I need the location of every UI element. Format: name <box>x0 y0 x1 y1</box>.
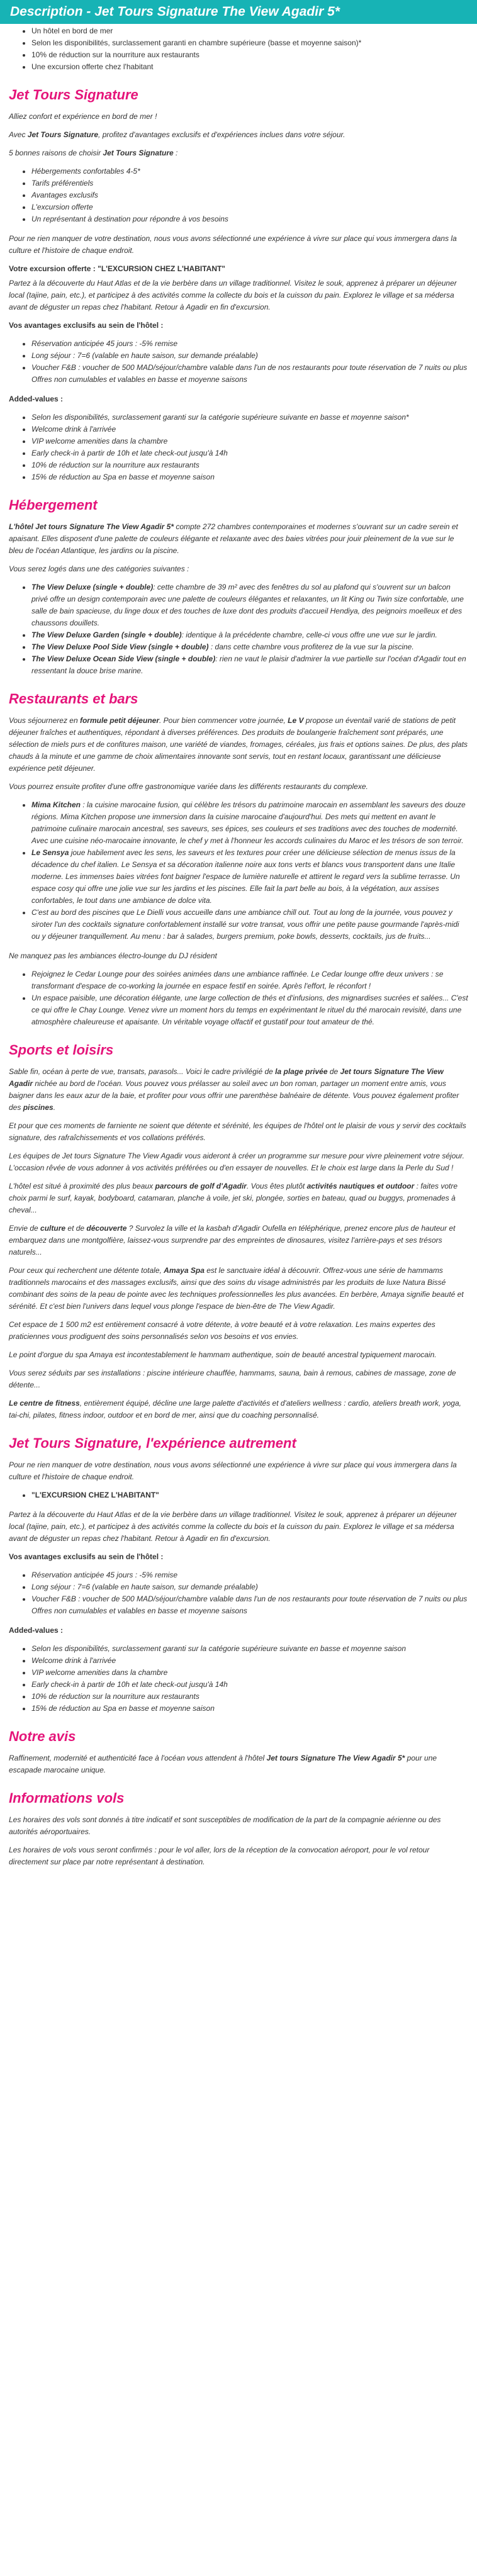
paragraph: L'hôtel est situé à proximité des plus beaux parcours de golf d'Agadir. Vous êtes plutôt activités nautiques et outdoor : faites votre choix parmi le surf, kayak, bodyboard, catamaran, planche à voile, jet ski, plongée, sorties en bateau, quad ou buggys, promenades à cheval... <box>9 1182 458 1214</box>
paragraph: Pour ne rien manquer de votre destination, nous vous avons sélectionné une expérience à vivre sur place qui vous immergera dans la culture et l'histoire de chaque endroit. <box>9 234 457 255</box>
list-item: • VIP welcome amenities dans la chambre <box>31 1667 468 1679</box>
paragraph: Pour ceux qui recherchent une détente totale, Amaya Spa est le sanctuaire idéal à découvrir. Offrez-vous une série de hammams traditionnels marocains et des massages exclusifs, ainsi que des soins du visage administrés par les produits de luxe Natura Bissé combinant des soins de la peau de pointe avec les techniques professionnelles les plus avancées. En berbère, Amaya signifie beauté et sérénité. Et c'est bien l'univers dans lequel vous plonge l'espace de bien-être de The View Agadir. <box>9 1266 464 1311</box>
list-item: • Avantages exclusifs <box>31 189 468 201</box>
list-item: • C'est au bord des piscines que Le Dielli vous accueille dans une ambiance chill out. Tout au long de la journée, vous pouvez y siroter l'un des cocktails signature confortablement installé sur votre transat, vous offrir une petite pause gourmande l'après-midi ou y déjeuner tranquillement. Au menu : bar à salades, burgers premium, poke bowls, desserts, cocktails, jus de fruits... <box>31 907 468 943</box>
list-item: • Selon les disponibilités, surclassement garanti en chambre supérieure (basse et moyenne saison)* <box>31 37 468 49</box>
list-item: • L'excursion offerte <box>31 201 468 213</box>
list-item: • 15% de réduction au Spa en basse et moyenne saison <box>31 1703 468 1715</box>
excursion-list <box>9 1489 468 1501</box>
list-item: • Une excursion offerte chez l'habitant <box>31 61 468 73</box>
list-item: Offres non cumulables et valables en basse et moyenne saisons <box>31 375 247 384</box>
list-item: • 10% de réduction sur la nourriture aux restaurants <box>31 459 468 471</box>
paragraph: Les équipes de Jet tours Signature The View Agadir vous aideront à créer un programme sur mesure pour vivre pleinement votre séjour. L'occasion rêvée de vous adonner à vos activités préférées ou d'en essayer de nouvelles. Et le choix est large dans la Perle du Sud ! <box>9 1151 464 1172</box>
list-item: • Un hôtel en bord de mer <box>31 25 468 37</box>
paragraph: Partez à la découverte du Haut Atlas et de la vie berbère dans un village traditionnel. Visitez le souk, apprenez à préparer un déjeuner local (tajine, pain, etc.), et participez à des activités comme la collecte du bois et la cuisson du pain. Explorez le village et sa médersa avant de déguster un repas chez l'habitant. Retour à Agadir en fin d'excursion. <box>9 1510 457 1543</box>
list-item: • The View Deluxe Ocean Side View (single + double): rien ne vaut le plaisir d'admirer la vue partielle sur l'océan d'Agadir tout en ressentant la douce brise marine. <box>31 653 468 677</box>
list-item: • Réservation anticipée 45 jours : -5% remise <box>31 338 468 350</box>
added-list <box>9 412 468 483</box>
section-heading-restaurants: Restaurants et bars <box>9 691 138 707</box>
paragraph: Ne manquez pas les ambiances électro-lounge du DJ résident <box>9 951 217 960</box>
list-item: • Tarifs préférentiels <box>31 177 468 189</box>
list-item: • Early check-in à partir de 10h et late check-out jusqu'à 14h <box>31 1679 468 1691</box>
list-item: • Voucher F&B : voucher de 500 MAD/séjour/chambre valable dans l'un de nos restaurants pour toute réservation de 7 nuits ou plus <box>31 362 468 374</box>
list-item: • The View Deluxe Pool Side View (single + double) : dans cette chambre vous profiterez de la vue sur la piscine. <box>31 641 468 653</box>
list-item: • "L'EXCURSION CHEZ L'HABITANT" <box>31 1489 468 1501</box>
paragraph: Raffinement, modernité et authenticité face à l'océan vous attendent à l'hôtel Jet tours Signature The View Agadir 5* pour une escapade marocaine unique. <box>9 1754 437 1774</box>
paragraph: Et pour que ces moments de farniente ne soient que détente et sérénité, les équipes de l'hôtel ont le plaisir de vous y servir des cocktails signature, des rafraîchissements et vos collations préférés. <box>9 1121 466 1142</box>
paragraph: Partez à la découverte du Haut Atlas et de la vie berbère dans un village traditionnel. Visitez le souk, apprenez à préparer un déjeuner local (tajine, pain, etc.), et participez à des activités comme la collecte du bois et la cuisson du pain. Explorez le village et sa médersa avant de déguster un repas chez l'habitant. Retour à Agadir en fin d'excursion. <box>9 279 457 311</box>
list-item: • The View Deluxe Garden (single + double): identique à la précédente chambre, celle-ci vous offre une vue sur le jardin. <box>31 629 468 641</box>
list-item: • Le Sensya joue habilement avec les sens, les saveurs et les textures pour créer une délicieuse sélection de menus issus de la décadence du chef italien. Le Sensya et sa décoration italienne noire aux tons verts et blancs vous transportent dans une Italie moderne. Les immenses baies vitrées font baigner l'espace de lumière naturelle et attirent le regard vers la sublime terrasse. Un espace cosy qui offre une jolie vue sur les jardins et les piscines. Elle fait la part belle au bois, à la végétation, aux assises confortables, le tout dans une ambiance de dolce vita. <box>31 847 468 907</box>
list-item: • Early check-in à partir de 10h et late check-out jusqu'à 14h <box>31 447 468 459</box>
list-item: • 15% de réduction au Spa en basse et moyenne saison <box>31 471 468 483</box>
list-item: • Mima Kitchen : la cuisine marocaine fusion, qui célèbre les trésors du patrimoine marocain en assemblant les saveurs des douze régions. Mima Kitchen propose une immersion dans la cuisine marocaine d'aujourd'hui. Des mets qui mettent en avant le patrimoine culinaire marocain ancestral, ses saveurs, ses épices, ses couleurs et ses traditions avec des touches de modernité. Avec une cuisine néo-marocaine innovante, le chef y met à l'honneur les accords culinaires du Maroc et les trésors de son terroir. <box>31 799 468 847</box>
paragraph: Les horaires des vols sont donnés à titre indicatif et sont susceptibles de modification de la part de la compagnie aérienne ou des autorités aéroportuaires. <box>9 1815 441 1836</box>
list-item: • The View Deluxe (single + double): cette chambre de 39 m² avec des fenêtres du sol au plafond qui s'ouvrent sur un balcon privé offre un design contemporain avec une palette de couleurs élégantes et relaxantes, un lit King ou Twin size confortable, une salle de bain spacieuse, du linge doux et des touches de luxe dont des produits d'accueil Hendiya, des peignoirs moelleux et des chaussons douillets. <box>31 581 468 629</box>
paragraph: Sable fin, océan à perte de vue, transats, parasols... Voici le cadre privilégié de la plage privée de Jet tours Signature The View Agadir nichée au bord de l'océan. Vous pouvez vous prélasser au soleil avec un bon roman, partager un moment entre amis, vous baigner dans les eaux azur de la baie, et profiter pour vous offrir une parenthèse balnéaire de détente. Vous pouvez également profiter des piscines. <box>9 1067 459 1112</box>
rooms-list <box>9 581 468 677</box>
paragraph: Le centre de fitness, entièrement équipé, décline une large palette d'activités et d'ateliers wellness : cardio, ateliers breath work, yoga, tai-chi, pilates, fitness indoor, outdoor et en bord de mer, ainsi que du coaching personnalisé. <box>9 1399 461 1420</box>
list-item: • 10% de réduction sur la nourriture aux restaurants <box>31 49 468 61</box>
list-item: • Selon les disponibilités, surclassement garanti sur la catégorie supérieure suivante en basse et moyenne saison* <box>31 412 468 423</box>
section-heading-hebergement: Hébergement <box>9 497 98 513</box>
section-heading-signature: Jet Tours Signature <box>9 87 138 103</box>
list-item: • Welcome drink à l'arrivée <box>31 1655 468 1667</box>
list-item: • Long séjour : 7=6 (valable en haute saison, sur demande préalable) <box>31 1581 468 1593</box>
section-heading-sports: Sports et loisirs <box>9 1042 114 1058</box>
paragraph: Pour ne rien manquer de votre destination, nous vous avons sélectionné une expérience à vivre sur place qui vous immergera dans la culture et l'histoire de chaque endroit. <box>9 1460 457 1481</box>
list-item: • Un espace paisible, une décoration élégante, une large collection de thés et d'infusions, des mignardises sucrées et salées... C'est ce qui offre le Chay Lounge. Venez vivre un moment hors du temps en expérimentant le rituel du thé marocain revisité, dans une atmosphère chaleureuse et apaisante. Un véritable voyage olfactif et gustatif pour tout amateur de thé. <box>31 992 468 1028</box>
paragraph: Vous serez logés dans une des catégories suivantes : <box>9 564 189 573</box>
paragraph: Vous serez séduits par ses installations : piscine intérieure chauffée, hammams, sauna, bain à remous, cabines de massage, zone de détente... <box>9 1369 456 1389</box>
page-title: Description - Jet Tours Signature The View Agadir 5* <box>0 0 477 24</box>
intro-list <box>9 25 468 73</box>
paragraph: Les horaires de vols vous seront confirmés : pour le vol aller, lors de la réception de la convocation aéroport, pour le vol retour directement sur place par notre représentant à destination. <box>9 1845 430 1866</box>
section-heading-autrement: Jet Tours Signature, l'expérience autrement <box>9 1435 296 1451</box>
paragraph: 5 bonnes raisons de choisir Jet Tours Signature : <box>9 148 178 157</box>
paragraph: Cet espace de 1 500 m2 est entièrement consacré à votre détente, à votre beauté et à votre relaxation. Les mains expertes des praticiennes vous prodiguent des soins personnalisés selon vos besoins et vos envies. <box>9 1320 435 1341</box>
section-heading-vols: Informations vols <box>9 1790 125 1806</box>
paragraph: Vous séjournerez en formule petit déjeuner. Pour bien commencer votre journée, Le V propose un éventail varié de stations de petit déjeuner fraîches et authentiques, répondant à diverses préférences. Des produits de boulangerie fraîchement sont préparés, une sélection de miels purs et de confitures maison, une variété de viandes, fromages, céréales, jus frais et options saines. De plus, des plats chauds à la minute et une gamme de choix alimentaires innovante sont servis, tout en restant locaux, garantissant une délicieuse expérience petit déjeuner. <box>9 716 468 773</box>
list-item: • Rejoignez le Cedar Lounge pour des soirées animées dans une ambiance raffinée. Le Cedar lounge offre deux univers : se transformant d'espace de co-working la journée en espace festif en soirée. Après l'effort, le réconfort ! <box>31 968 468 992</box>
added-title: Added-values : <box>9 1626 64 1635</box>
list-item: • Un représentant à destination pour répondre à vos besoins <box>31 213 468 225</box>
advantages-list <box>9 1569 468 1617</box>
section-heading-avis: Notre avis <box>9 1728 76 1744</box>
reasons-list <box>9 165 468 225</box>
paragraph: Vous pourrez ensuite profiter d'une offre gastronomique variée dans les différents restaurants du complexe. <box>9 782 368 791</box>
list-item: • Hébergements confortables 4-5* <box>31 165 468 177</box>
added-title: Added-values : <box>9 395 64 403</box>
restaurants-list <box>9 799 468 943</box>
bars-list <box>9 968 468 1028</box>
list-item: Offres non cumulables et valables en basse et moyenne saisons <box>31 1606 247 1615</box>
excursion-title: Votre excursion offerte : "L'EXCURSION CHEZ L'HABITANT" <box>9 264 225 273</box>
paragraph: Alliez confort et expérience en bord de mer ! <box>9 112 157 121</box>
paragraph: L'hôtel Jet tours Signature The View Agadir 5* compte 272 chambres contemporaines et modernes s'ouvrant sur un cadre serein et apaisant. Elles disposent d'une palette de couleurs élégante et relaxante avec des baies vitrées pour jouir pleinement de la vue sur le bleu de l'océan Atlantique, les jardins ou la piscine. <box>9 522 458 555</box>
advantages-list <box>9 338 468 386</box>
advantages-title: Vos avantages exclusifs au sein de l'hôtel : <box>9 321 164 330</box>
paragraph: Le point d'orgue du spa Amaya est incontestablement le hammam authentique, soin de beauté ancestral typiquement marocain. <box>9 1350 437 1359</box>
added-list <box>9 1643 468 1715</box>
list-item: • Long séjour : 7=6 (valable en haute saison, sur demande préalable) <box>31 350 468 362</box>
list-item: • Voucher F&B : voucher de 500 MAD/séjour/chambre valable dans l'un de nos restaurants pour toute réservation de 7 nuits ou plus <box>31 1593 468 1605</box>
list-item: • VIP welcome amenities dans la chambre <box>31 435 468 447</box>
advantages-title: Vos avantages exclusifs au sein de l'hôtel : <box>9 1552 164 1561</box>
list-item: • Selon les disponibilités, surclassement garanti sur la catégorie supérieure suivante en basse et moyenne saison <box>31 1643 468 1655</box>
list-item: • 10% de réduction sur la nourriture aux restaurants <box>31 1691 468 1703</box>
list-item: • Welcome drink à l'arrivée <box>31 423 468 435</box>
paragraph: Avec Jet Tours Signature, profitez d'avantages exclusifs et d'expériences inclues dans votre séjour. <box>9 130 345 139</box>
paragraph: Envie de culture et de découverte ? Survolez la ville et la kasbah d'Agadir Oufella en téléphérique, prenez encore plus de hauteur et embarquez dans une montgolfière, laissez-vous surprendre par des empreintes de dinosaures, visitez l'arrière-pays et ses trésors naturels... <box>9 1224 456 1257</box>
list-item: • Réservation anticipée 45 jours : -5% remise <box>31 1569 468 1581</box>
